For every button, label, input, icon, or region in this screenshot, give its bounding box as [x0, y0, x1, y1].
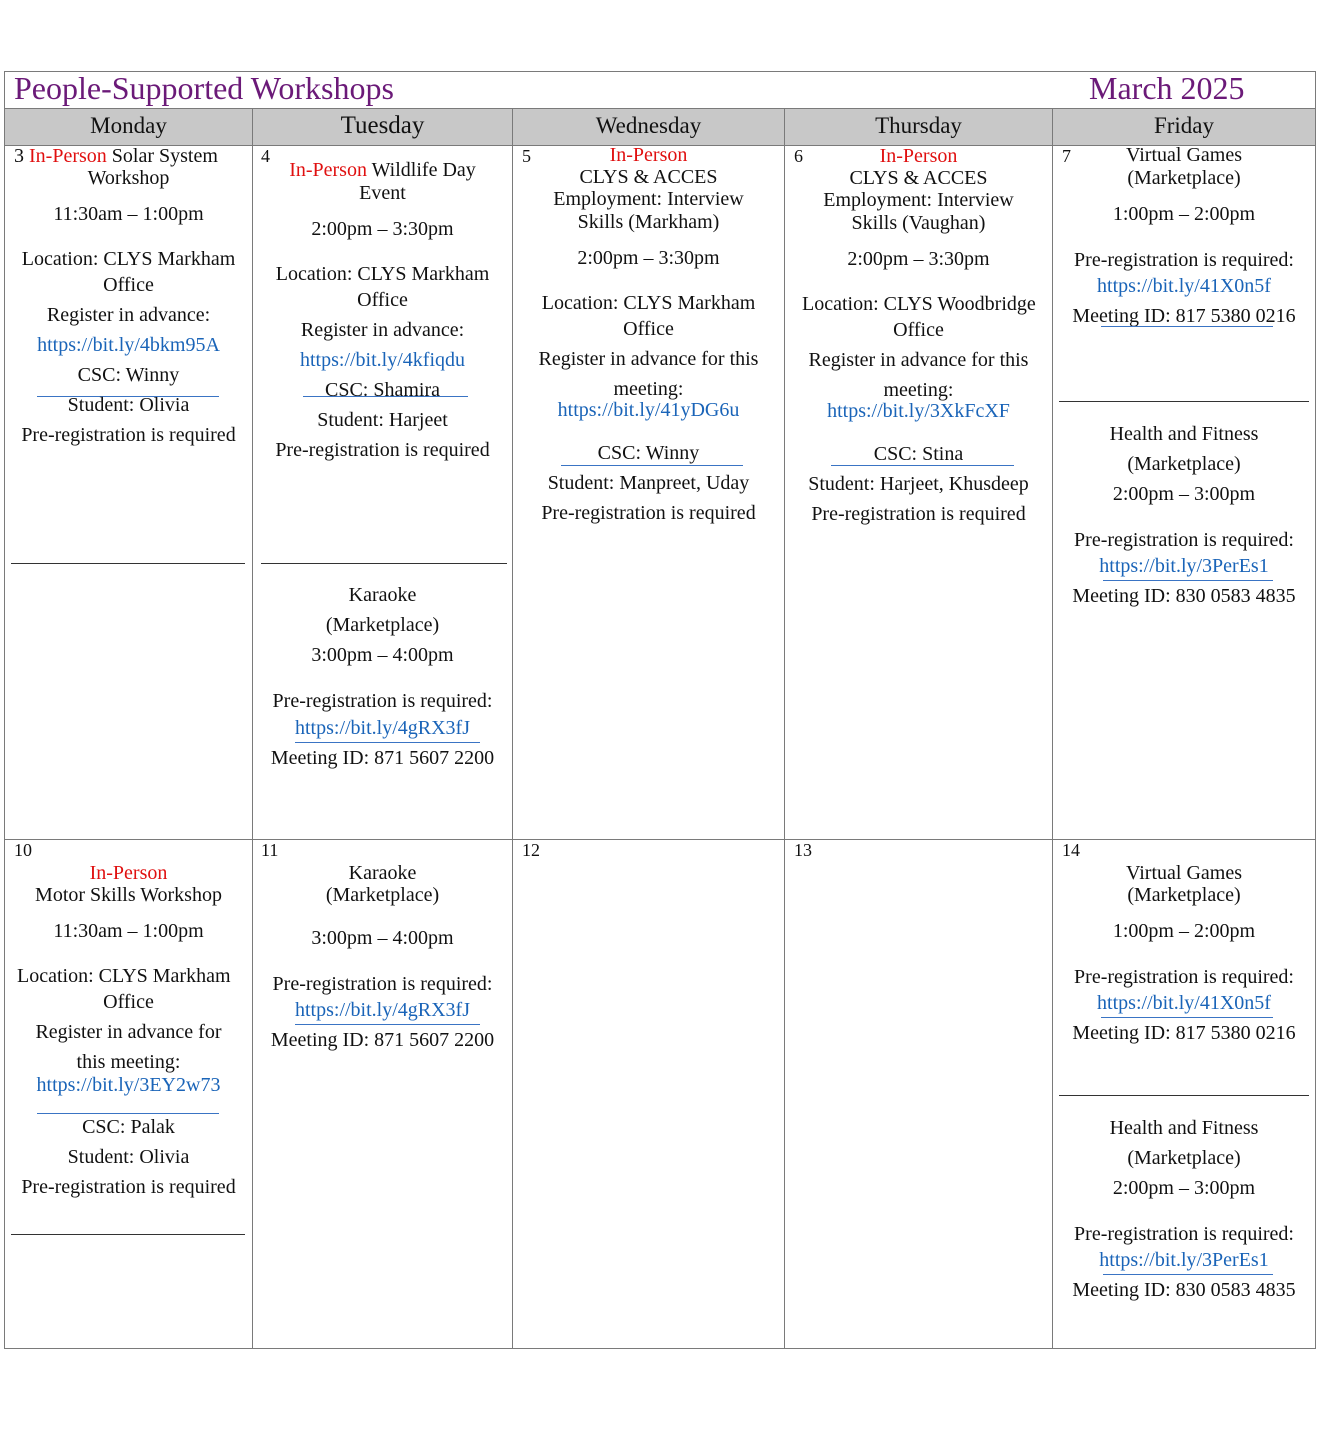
event-divider: [11, 1234, 245, 1235]
preregistration-note: Pre-registration is required: [21, 1176, 236, 1198]
event-title: Health and Fitness: [1109, 1117, 1259, 1139]
link-underline: [37, 1113, 219, 1114]
day-cell-7: [1052, 146, 1315, 839]
event-location-line2: Office: [103, 274, 154, 296]
event-title: Karaoke: [348, 862, 417, 884]
in-person-tag: In-Person: [289, 159, 367, 181]
event-title-line2: Workshop: [87, 167, 170, 189]
weekday-monday: Monday: [90, 113, 167, 138]
event-venue: (Marketplace): [1127, 884, 1241, 906]
link-underline: [561, 465, 743, 466]
day-number: 7: [1062, 146, 1071, 166]
day-cell-14: [1052, 839, 1315, 1348]
day-number: 5: [522, 146, 531, 166]
event-location: Location: CLYS Woodbridge: [802, 293, 1036, 315]
registration-link[interactable]: https://bit.ly/4gRX3fJ: [294, 999, 471, 1021]
event-title: CLYS & ACCES: [579, 166, 718, 188]
register-text: Register in advance for this: [538, 348, 759, 370]
in-person-tag: In-Person: [879, 146, 958, 167]
event-time: 1:00pm – 2:00pm: [1112, 203, 1256, 225]
day-number: 11: [261, 840, 279, 860]
weekday-wednesday: Wednesday: [512, 109, 784, 145]
day-number: 6: [794, 146, 803, 166]
event-title: Virtual Games: [1126, 146, 1242, 166]
student-name: Student: Harjeet: [317, 409, 448, 431]
event-location-line2: Office: [623, 318, 674, 340]
event-divider: [261, 563, 507, 564]
weekday-friday: Friday: [1052, 109, 1315, 145]
register-text: Register in advance for: [35, 1021, 222, 1043]
event-title-line2: Employment: Interview: [823, 189, 1014, 211]
preregistration-note: Pre-registration is required: [811, 503, 1026, 525]
event-title-line2: Employment: Interview: [553, 188, 744, 210]
day-number: 3: [14, 146, 24, 167]
in-person-tag: In-Person: [89, 862, 168, 884]
event-location: Location: CLYS Markham: [541, 292, 756, 314]
weekday-thursday: Thursday: [784, 109, 1052, 145]
event-time: 2:00pm – 3:00pm: [1112, 483, 1256, 505]
register-text-line2: this meeting:: [76, 1051, 181, 1073]
link-underline: [1101, 1017, 1273, 1018]
student-name: Student: Harjeet, Khusdeep: [808, 473, 1029, 495]
preregistration-note: Pre-registration is required:: [1074, 249, 1294, 271]
event-venue: (Marketplace): [325, 884, 440, 906]
event-time: 2:00pm – 3:30pm: [577, 247, 720, 269]
register-text-line2: meeting:: [883, 379, 954, 401]
event-venue: (Marketplace): [1127, 1147, 1241, 1169]
event-title: Karaoke: [348, 584, 417, 606]
event-venue: (Marketplace): [325, 614, 440, 636]
registration-link[interactable]: https://bit.ly/4gRX3fJ: [294, 717, 471, 739]
meeting-id: Meeting ID: 830 0583 4835: [1072, 1279, 1296, 1301]
student-name: Student: Olivia: [67, 1146, 190, 1168]
registration-link[interactable]: https://bit.ly/3PerEs1: [1099, 1249, 1269, 1271]
preregistration-note: Pre-registration is required: [541, 502, 756, 524]
meeting-id: Meeting ID: 817 5380 0216: [1072, 305, 1296, 327]
preregistration-note: Pre-registration is required:: [1074, 966, 1294, 988]
calendar-title-row: [5, 72, 1315, 109]
weekday-tuesday: Tuesday: [252, 109, 512, 145]
event-time: 2:00pm – 3:00pm: [1112, 1177, 1256, 1199]
preregistration-note: Pre-registration is required:: [272, 973, 493, 995]
event-time: 11:30am – 1:00pm: [53, 203, 204, 225]
meeting-id: Meeting ID: 871 5607 2200: [270, 747, 495, 769]
register-text: Register in advance:: [46, 304, 211, 326]
event-time: 3:00pm – 4:00pm: [311, 927, 454, 949]
student-name: Student: Manpreet, Uday: [547, 472, 750, 494]
calendar: [4, 71, 1316, 1349]
meeting-id: Meeting ID: 817 5380 0216: [1072, 1022, 1296, 1044]
in-person-tag: In-Person: [29, 146, 107, 167]
link-underline: [1103, 580, 1273, 581]
day-cell-4: [252, 146, 512, 839]
preregistration-note: Pre-registration is required: [275, 439, 490, 461]
link-underline: [295, 742, 480, 743]
preregistration-note: Pre-registration is required:: [1074, 1223, 1294, 1245]
event-time: 2:00pm – 3:30pm: [847, 248, 990, 270]
day-cell-10: [5, 839, 252, 1348]
event-title: Health and Fitness: [1109, 423, 1259, 445]
register-text: Register in advance for this: [808, 349, 1029, 371]
day-number: 12: [522, 840, 540, 860]
event-venue: (Marketplace): [1127, 167, 1241, 189]
registration-link[interactable]: https://bit.ly/4bkm95A: [37, 334, 220, 356]
day-cell-12: [512, 839, 784, 1348]
registration-link[interactable]: https://bit.ly/41X0n5f: [1097, 992, 1271, 1014]
register-text: Register in advance:: [300, 319, 465, 341]
calendar-month: March 2025: [1089, 70, 1245, 106]
event-time: 2:00pm – 3:30pm: [311, 218, 454, 240]
in-person-tag: In-Person: [609, 146, 688, 166]
day-number: 4: [261, 146, 270, 166]
preregistration-note: Pre-registration is required: [21, 424, 236, 446]
event-location: Location: CLYS Markham: [275, 263, 490, 285]
event-title: CLYS & ACCES: [849, 167, 988, 189]
csc-name: CSC: Winny: [77, 364, 180, 386]
event-time: 11:30am – 1:00pm: [53, 920, 204, 942]
day-cell-5: [512, 146, 784, 839]
event-location-line2: Office: [893, 319, 944, 341]
day-number: 10: [14, 840, 32, 860]
day-cell-13: [784, 839, 1052, 1348]
student-name: Student: Olivia: [67, 394, 190, 416]
day-cell-11: [252, 839, 512, 1348]
meeting-id: Meeting ID: 871 5607 2200: [270, 1029, 495, 1051]
csc-name: CSC: Stina: [873, 443, 964, 465]
event-title: 3 In-Person Solar System: [14, 146, 218, 167]
link-underline: [1101, 326, 1273, 327]
registration-link[interactable]: https://bit.ly/4kfiqdu: [299, 349, 465, 371]
csc-name: CSC: Winny: [597, 442, 700, 464]
calendar-title: People-Supported Workshops: [14, 70, 394, 106]
day-number: 14: [1062, 840, 1080, 860]
event-location: Location: CLYS Markham: [21, 248, 236, 270]
day-cell-6: [784, 146, 1052, 839]
event-title: Virtual Games: [1126, 862, 1242, 884]
registration-link[interactable]: https://bit.ly/3PerEs1: [1099, 555, 1269, 577]
meeting-id: Meeting ID: 830 0583 4835: [1072, 585, 1296, 607]
day-number: 13: [794, 840, 812, 860]
event-time: 1:00pm – 2:00pm: [1112, 920, 1256, 942]
event-location-line2: Office: [357, 289, 408, 311]
event-divider: [11, 563, 245, 564]
link-underline: [1103, 1274, 1273, 1275]
register-text-line2: meeting:: [613, 378, 684, 400]
registration-link[interactable]: https://bit.ly/3XkFcXF: [827, 400, 1010, 422]
event-title-line3: Skills (Markham): [577, 211, 720, 233]
weekday-header-row: [5, 109, 1315, 146]
registration-link[interactable]: https://bit.ly/3EY2w73: [36, 1074, 221, 1096]
link-underline: [295, 1024, 480, 1025]
event-time: 3:00pm – 4:00pm: [311, 644, 454, 666]
event-venue: (Marketplace): [1127, 453, 1241, 475]
event-title-line3: Skills (Vaughan): [851, 212, 986, 234]
preregistration-note: Pre-registration is required:: [1074, 529, 1294, 551]
event-location: Location: CLYS Markham: [17, 965, 231, 987]
event-title-line2: Event: [359, 182, 406, 204]
registration-link[interactable]: https://bit.ly/41X0n5f: [1097, 275, 1271, 297]
event-location-line2: Office: [103, 991, 154, 1013]
day-cell-3: [5, 146, 252, 839]
link-underline: [831, 465, 1014, 466]
event-divider: [1059, 401, 1309, 402]
csc-name: CSC: Shamira: [324, 379, 440, 401]
event-title: Motor Skills Workshop: [35, 884, 222, 906]
preregistration-note: Pre-registration is required:: [272, 690, 493, 712]
csc-name: CSC: Palak: [82, 1116, 175, 1138]
event-divider: [1059, 1095, 1309, 1096]
registration-link[interactable]: https://bit.ly/41yDG6u: [557, 399, 740, 421]
event-title: In-Person Wildlife Day: [289, 159, 476, 181]
